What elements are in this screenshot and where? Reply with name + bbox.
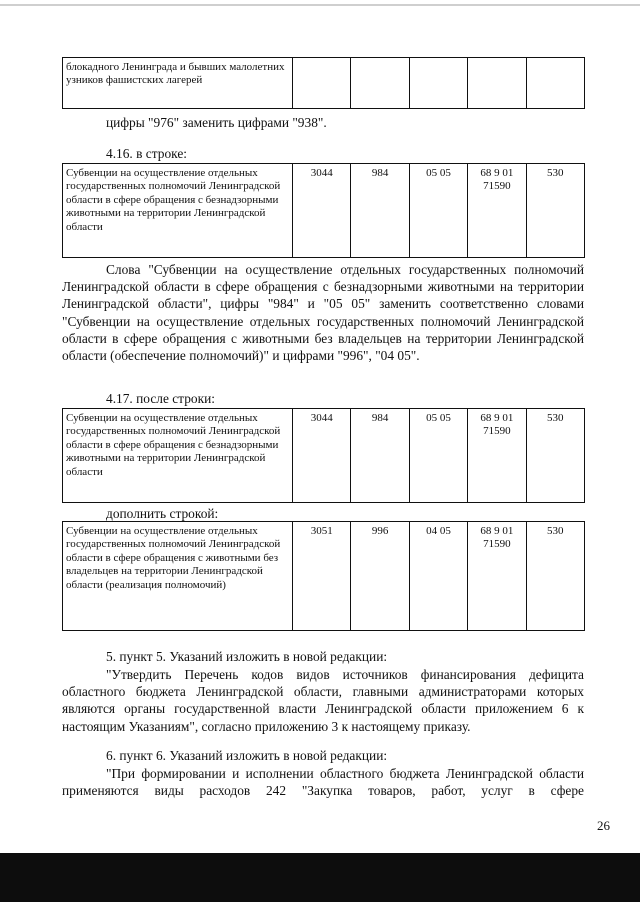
add-row-line: дополнить строкой: [106, 506, 219, 521]
table-row [63, 58, 585, 109]
row-name-cell: Субвенции на осуществление отдельных государственных полномочий Ленинградской области в сфере обращения с безнадзорными животными на территории Ленинградской области [63, 409, 293, 503]
code-cell-2: 984 [351, 164, 409, 258]
code-cell-3: 05 05 [409, 409, 467, 503]
table-4-17-new-row [62, 521, 585, 631]
code-cell-3: 05 05 [409, 164, 467, 258]
table-row [63, 164, 585, 258]
heading-4-16: 4.16. в строке: [106, 146, 187, 161]
table-4-17-after-row [62, 408, 585, 503]
paragraph-4-16: Слова "Субвенции на осуществление отдельных государственных полномочий Ленинградской области в сфере обращения с безнадзорными животными на территории Ленинградской области", цифры "984" и "05 05" заменить соответственно словами "Субвенции на осуществление отдельных государственных полномочий Ленинградской области в сфере обращения с животными без владельцев на территории Ленинградской области (обеспечение полномочий)" и цифрами "996", "04 05". [62, 262, 584, 364]
item-6-heading: 6. пункт 6. Указаний изложить в новой редакции: [106, 748, 388, 763]
code-cell-4: 68 9 01 71590 [468, 522, 526, 631]
code-cell-2 [351, 58, 409, 109]
table-4-16 [62, 163, 585, 258]
code-cell-1: 3044 [293, 164, 351, 258]
code-cell-5: 530 [526, 522, 584, 631]
code-cell-5 [526, 58, 584, 109]
code-cell-1: 3044 [293, 409, 351, 503]
code-cell-2: 984 [351, 409, 409, 503]
item-6-text: "При формировании и исполнении областного бюджета Ленинградской области применяются виды расходов 242 "Закупка товаров, работ, услуг в сфере [62, 766, 584, 799]
code-cell-3: 04 05 [409, 522, 467, 631]
code-cell-4 [468, 58, 526, 109]
code-cell-3 [409, 58, 467, 109]
table-top-continuation [62, 57, 585, 109]
item-5-text: "Утвердить Перечень кодов видов источников финансирования дефицита областного бюджета Ленинградской области, главными администраторами которых являются органы государственной власти Ленинградской области приложением 6 к настоящим Указаниям", согласно приложению 3 к настоящему приказу. [62, 667, 584, 734]
table-row [63, 409, 585, 503]
replace-976-line: цифры "976" заменить цифрами "938". [106, 115, 327, 130]
table-row [63, 522, 585, 631]
code-cell-2: 996 [351, 522, 409, 631]
code-cell-1 [293, 58, 351, 109]
code-cell-4: 68 9 01 71590 [468, 409, 526, 503]
code-cell-4: 68 9 01 71590 [468, 164, 526, 258]
item-5-heading: 5. пункт 5. Указаний изложить в новой редакции: [106, 649, 388, 664]
heading-4-17: 4.17. после строки: [106, 391, 215, 406]
row-name-cell: Субвенции на осуществление отдельных государственных полномочий Ленинградской области в сфере обращения с безнадзорными животными на территории Ленинградской области [63, 164, 293, 258]
code-cell-5: 530 [526, 409, 584, 503]
code-cell-1: 3051 [293, 522, 351, 631]
code-cell-5: 530 [526, 164, 584, 258]
page-number: 26 [597, 818, 610, 833]
scan-bottom-edge [0, 853, 640, 902]
scan-edge-line [0, 4, 640, 6]
row-name-cell: Субвенции на осуществление отдельных государственных полномочий Ленинградской области в сфере обращения с животными без владельцев на территории Ленинградской области (реализация полномочий) [63, 522, 293, 631]
row-name-cell: блокадного Ленинграда и бывших малолетних узников фашистских лагерей [63, 58, 293, 109]
